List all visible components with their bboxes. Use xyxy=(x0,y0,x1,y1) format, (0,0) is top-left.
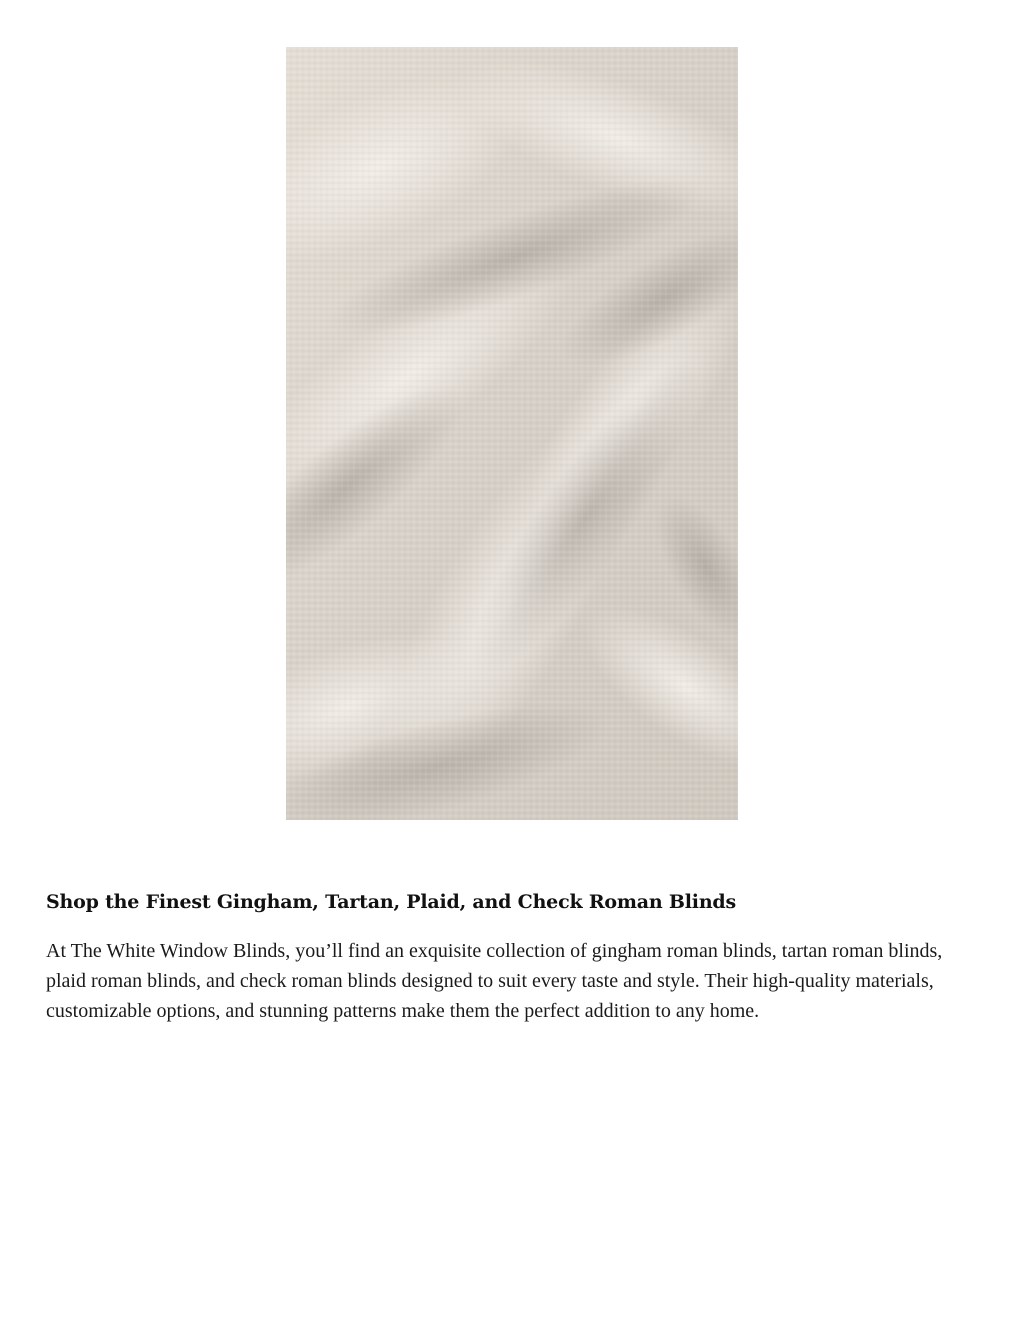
linen-fabric-illustration xyxy=(286,47,738,820)
section-heading: Shop the Finest Gingham, Tartan, Plaid, and Check Roman Blinds xyxy=(46,891,737,913)
fabric-image xyxy=(286,47,738,820)
section-paragraph: At The White Window Blinds, you’ll find an exquisite collection of gingham roman blinds, tartan roman blinds, plaid roman blinds, and check roman blinds designed to suit every taste and style. Their high-quality materials, customizable options, and stunning patterns make them the perfect addition to any home. xyxy=(46,940,943,1022)
article-section xyxy=(46,888,976,1026)
